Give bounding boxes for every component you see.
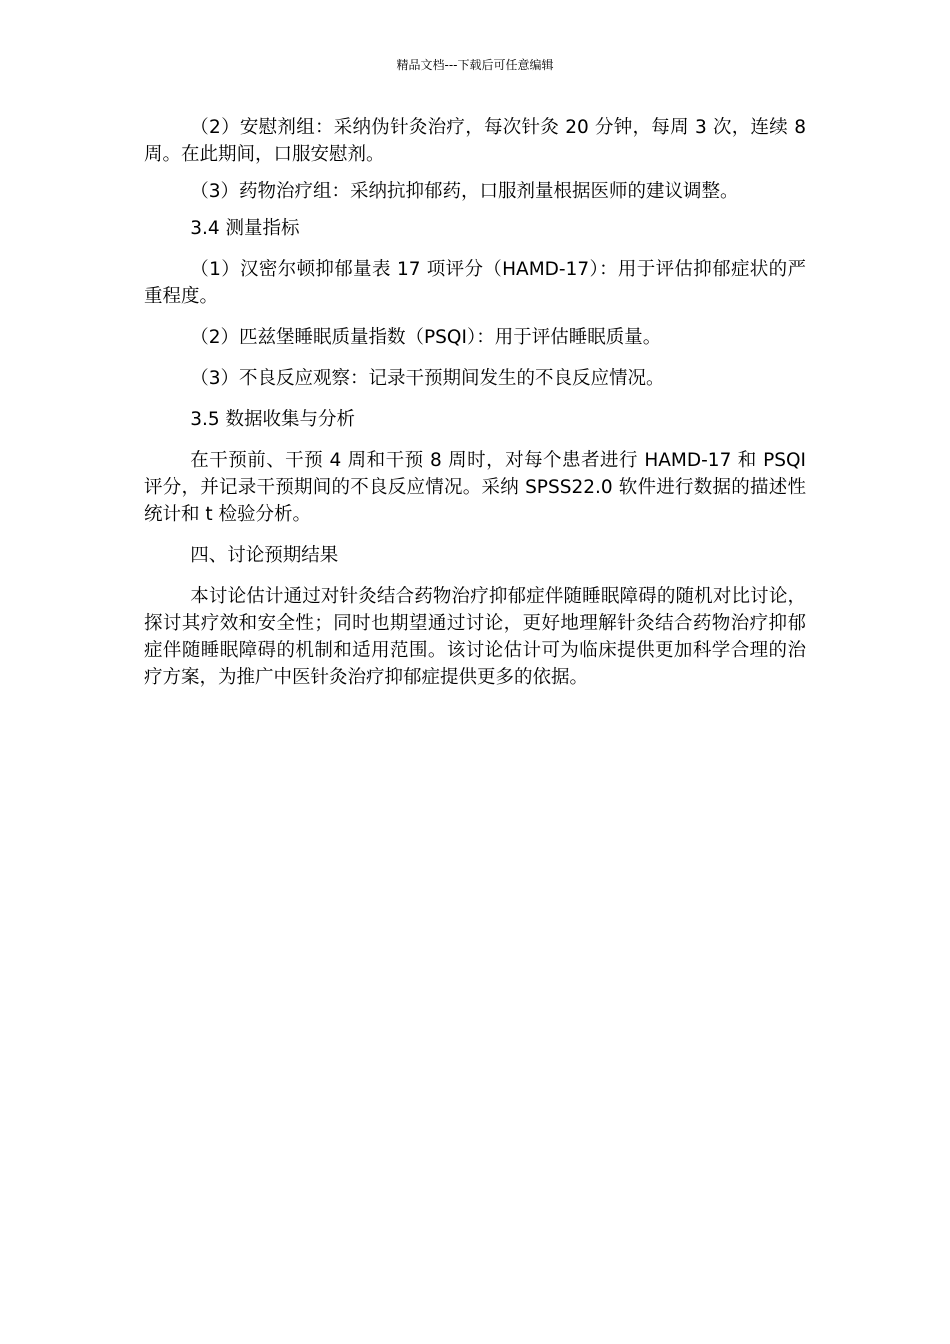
paragraph-placebo-group: （2）安慰剂组：采纳伪针灸治疗，每次针灸 20 分钟，每周 3 次，连续 8 周。在此期间，口服安慰剂。	[144, 117, 806, 165]
paragraph-data-collection: 在干预前、干预 4 周和干预 8 周时，对每个患者进行 HAMD-17 和 PSQI 评分，并记录干预期间的不良反应情况。采纳 SPSS22.0 软件进行数据的描述性统计和 t 检验分析。	[144, 450, 806, 525]
paragraph-psqi: （2）匹兹堡睡眠质量指数（PSQI）：用于评估睡眠质量。	[190, 327, 662, 348]
document-body	[144, 114, 806, 691]
paragraph-hamd17: （1）汉密尔顿抑郁量表 17 项评分（HAMD-17）：用于评估抑郁症状的严重程度。	[144, 259, 806, 307]
page-header: 精品文档---下载后可任意编辑	[396, 58, 554, 72]
section-heading-3-4: 3.4 测量指标	[190, 218, 300, 239]
paragraph-expected-results: 本讨论估计通过对针灸结合药物治疗抑郁症伴随睡眠障碍的随机对比讨论，探讨其疗效和安全性；同时也期望通过讨论，更好地理解针灸结合药物治疗抑郁症伴随睡眠障碍的机制和适用范围。该讨论估计可为临床提供更加科学合理的治疗方案，为推广中医针灸治疗抑郁症提供更多的依据。	[144, 586, 806, 688]
paragraph-drug-group: （3）药物治疗组：采纳抗抑郁药，口服剂量根据医师的建议调整。	[190, 181, 739, 202]
paragraph-adverse-reactions: （3）不良反应观察：记录干预期间发生的不良反应情况。	[190, 368, 665, 389]
section-heading-3-5: 3.5 数据收集与分析	[190, 409, 356, 430]
section-heading-4: 四、讨论预期结果	[190, 545, 339, 566]
